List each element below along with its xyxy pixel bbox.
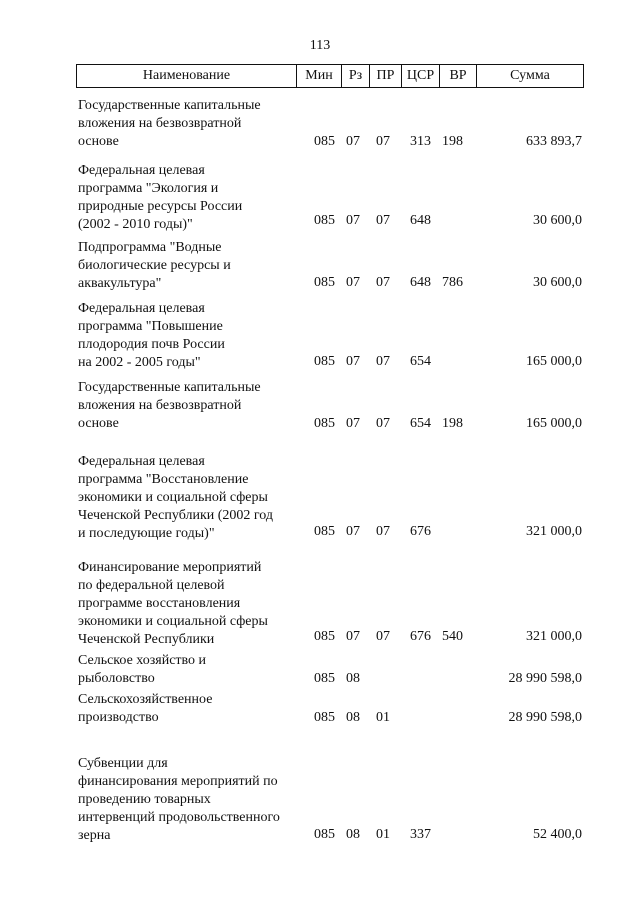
row-csr: 313 bbox=[410, 134, 431, 149]
row-rz: 07 bbox=[346, 629, 360, 644]
row-name: Финансирование мероприятий по федеральной целевой программе восстановления экономики и социальной сферы Чеченской Республики bbox=[78, 560, 268, 647]
row-pr: 01 bbox=[376, 827, 390, 842]
row-rz: 07 bbox=[346, 275, 360, 290]
row-name: Субвенции для финансирования мероприятий по проведению товарных интервенций продовольственного зерна bbox=[78, 756, 280, 843]
header-pr: ПР bbox=[369, 65, 401, 87]
row-rz: 08 bbox=[346, 710, 360, 725]
row-csr: 648 bbox=[410, 213, 431, 228]
header-sum: Сумма bbox=[476, 65, 584, 87]
row-pr: 07 bbox=[376, 524, 390, 539]
row-min: 085 bbox=[314, 354, 335, 369]
row-min: 085 bbox=[314, 710, 335, 725]
row-sum: 52 400,0 bbox=[533, 827, 582, 842]
row-rz: 08 bbox=[346, 827, 360, 842]
row-rz: 08 bbox=[346, 671, 360, 686]
row-sum: 165 000,0 bbox=[526, 354, 582, 369]
row-vr: 786 bbox=[442, 275, 463, 290]
header-min: Мин bbox=[296, 65, 341, 87]
row-name: Федеральная целевая программа "Повышение плодородия почв России на 2002 - 2005 годы" bbox=[78, 301, 225, 370]
row-name: Федеральная целевая программа "Восстановление экономики и социальной сферы Чеченской Республики (2002 год и последующие годы)" bbox=[78, 454, 274, 541]
row-min: 085 bbox=[314, 671, 335, 686]
row-csr: 676 bbox=[410, 629, 431, 644]
row-rz: 07 bbox=[346, 416, 360, 431]
header-csr: ЦСР bbox=[401, 65, 439, 87]
row-min: 085 bbox=[314, 524, 335, 539]
row-sum: 321 000,0 bbox=[526, 524, 582, 539]
row-rz: 07 bbox=[346, 524, 360, 539]
row-pr: 07 bbox=[376, 416, 390, 431]
row-sum: 28 990 598,0 bbox=[508, 710, 582, 725]
row-min: 085 bbox=[314, 213, 335, 228]
row-csr: 654 bbox=[410, 354, 431, 369]
row-vr: 540 bbox=[442, 629, 463, 644]
header-name: Наименование bbox=[76, 65, 296, 87]
row-min: 085 bbox=[314, 629, 335, 644]
row-name: Сельскохозяйственное производство bbox=[78, 692, 213, 725]
row-csr: 337 bbox=[410, 827, 431, 842]
row-pr: 01 bbox=[376, 710, 390, 725]
row-min: 085 bbox=[314, 416, 335, 431]
row-sum: 30 600,0 bbox=[533, 213, 582, 228]
row-rz: 07 bbox=[346, 134, 360, 149]
row-min: 085 bbox=[314, 134, 335, 149]
row-pr: 07 bbox=[376, 275, 390, 290]
row-name: Государственные капитальные вложения на безвозвратной основе bbox=[78, 380, 261, 431]
row-pr: 07 bbox=[376, 629, 390, 644]
row-csr: 676 bbox=[410, 524, 431, 539]
row-name: Федеральная целевая программа "Экология и природные ресурсы России (2002 - 2010 годы)" bbox=[78, 163, 243, 232]
row-vr: 198 bbox=[442, 416, 463, 431]
row-sum: 28 990 598,0 bbox=[508, 671, 582, 686]
page-number: 113 bbox=[309, 38, 331, 53]
row-sum: 30 600,0 bbox=[533, 275, 582, 290]
row-csr: 648 bbox=[410, 275, 431, 290]
table-header bbox=[76, 64, 584, 88]
row-rz: 07 bbox=[346, 354, 360, 369]
row-sum: 321 000,0 bbox=[526, 629, 582, 644]
row-vr: 198 bbox=[442, 134, 463, 149]
row-rz: 07 bbox=[346, 213, 360, 228]
row-min: 085 bbox=[314, 827, 335, 842]
row-name: Подпрограмма "Водные биологические ресурсы и аквакультура" bbox=[78, 240, 231, 291]
row-pr: 07 bbox=[376, 354, 390, 369]
row-name: Государственные капитальные вложения на безвозвратной основе bbox=[78, 98, 261, 149]
row-pr: 07 bbox=[376, 134, 390, 149]
row-pr: 07 bbox=[376, 213, 390, 228]
header-rz: Рз bbox=[341, 65, 369, 87]
row-sum: 165 000,0 bbox=[526, 416, 582, 431]
row-min: 085 bbox=[314, 275, 335, 290]
row-sum: 633 893,7 bbox=[526, 134, 582, 149]
row-name: Сельское хозяйство и рыболовство bbox=[78, 653, 207, 686]
row-csr: 654 bbox=[410, 416, 431, 431]
header-vr: ВР bbox=[439, 65, 476, 87]
